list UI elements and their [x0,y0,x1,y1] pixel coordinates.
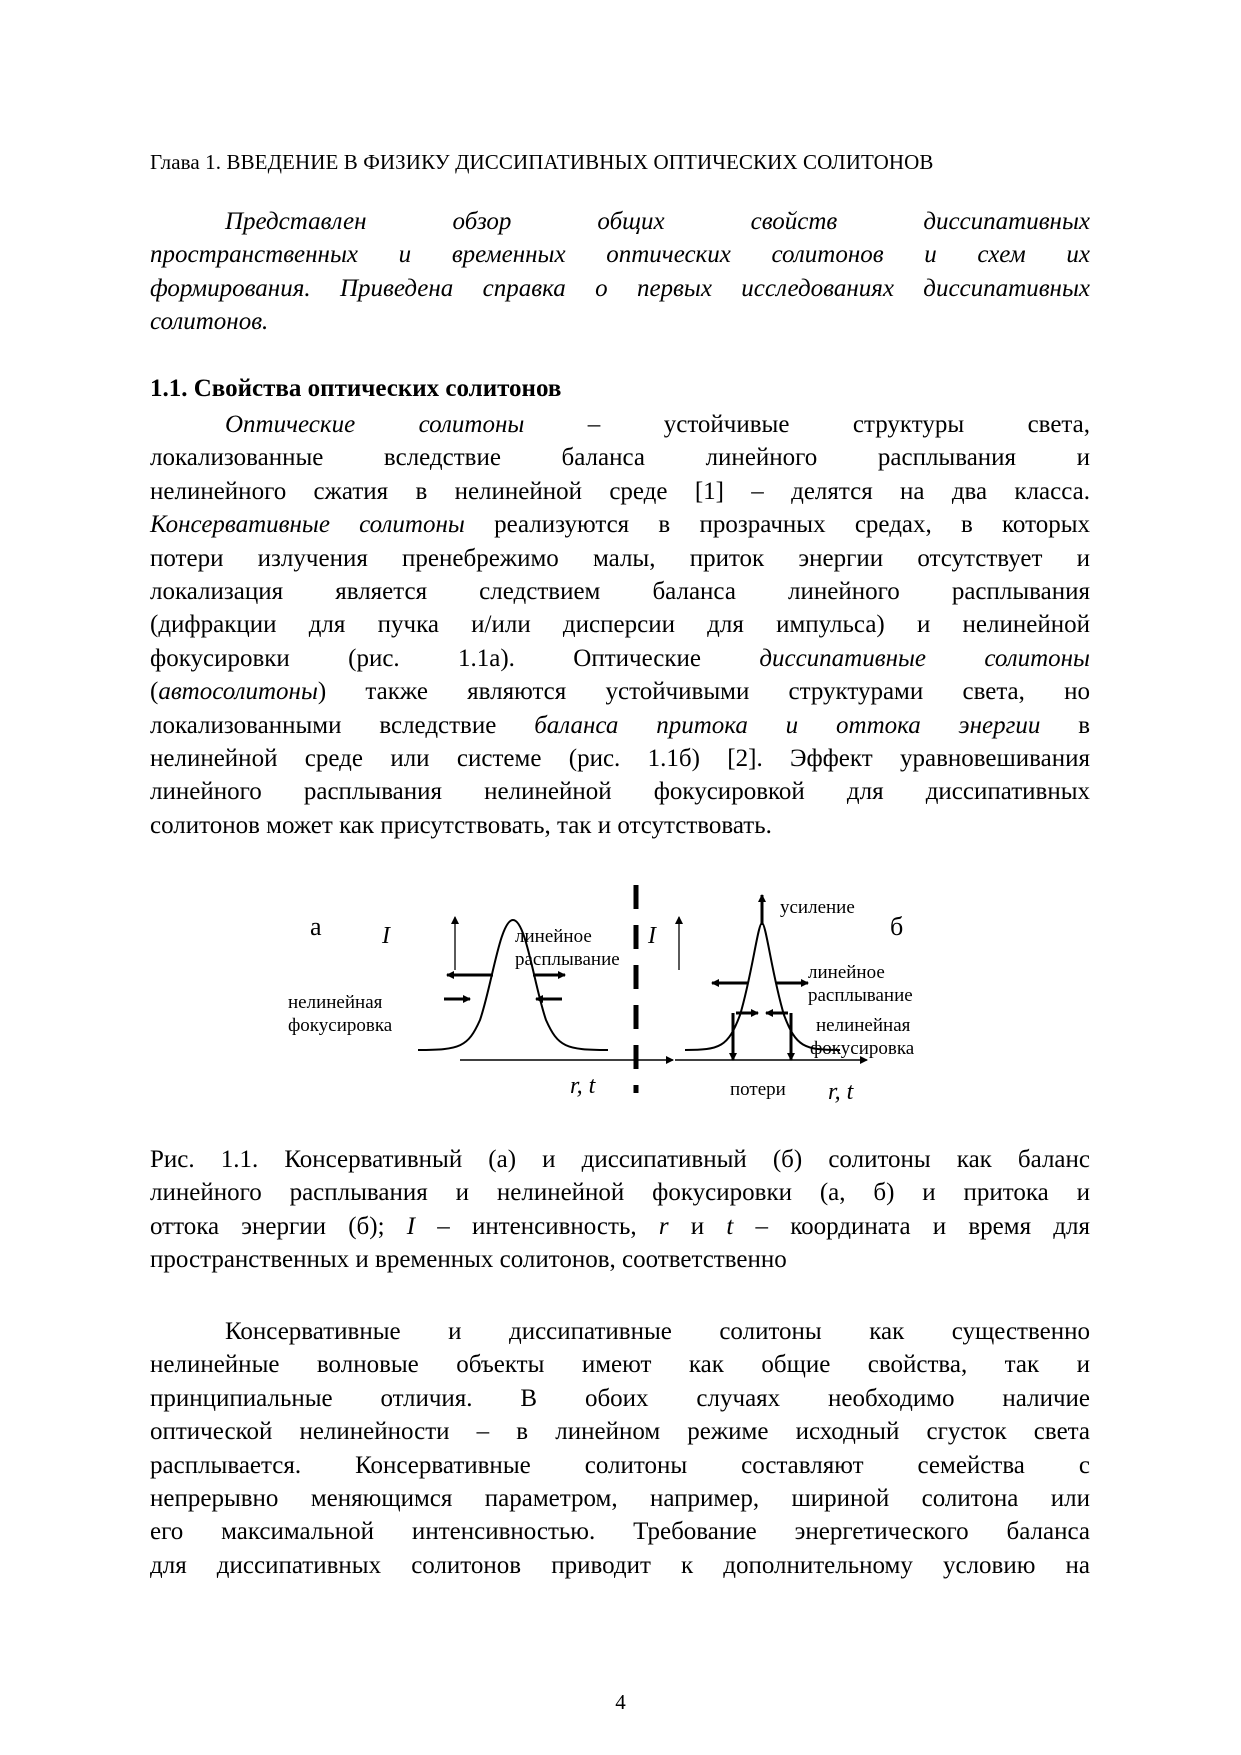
abstract-line: солитонов. [150,308,269,336]
focusing-label-b-1: нелинейная [816,1015,911,1036]
italic-term: Консервативные солитоны [150,511,465,539]
text-run: пространственных и временных солитонов, соответственно [150,1246,787,1274]
axis-x-label-b: r, t [828,1079,854,1105]
text-run: линейного расплывания нелинейной фокусировкой для диссипативных [150,778,1090,806]
abstract [150,205,1090,339]
text-run: оттока энергии (б); [150,1212,407,1240]
spreading-label-b-2: расплывание [808,985,913,1006]
paragraph-line: нелинейные волновые объекты имеют как общие свойства, так и [150,1351,1090,1379]
abstract-line: Представлен обзор общих свойств диссипативных [225,208,1090,235]
axis-y-label-b: I [648,923,656,949]
panel-letter-a: а [310,912,322,941]
paragraph-line: Консервативные и диссипативные солитоны как существенно [225,1318,1090,1345]
paragraph-line [150,742,1090,775]
losses-label: потери [730,1079,786,1100]
text-run: потери излучения пренебрежимо малы, приток энергии отсутствует и [150,544,1090,572]
paragraph-line: оптической нелинейности – в линейном режиме исходный сгусток света [150,1418,1090,1446]
caption-line [150,1143,1090,1176]
text-run: – координата и время для [733,1212,1090,1240]
text-run: солитонов может как присутствовать, так и отсутствовать. [150,811,772,839]
text-run: локализованные вследствие баланса линейного расплывания и [150,444,1090,472]
italic-symbol: t [726,1212,734,1240]
paragraph-line: его максимальной интенсивностью. Требование энергетического баланса [150,1518,1090,1546]
italic-term: Оптические солитоны [225,411,525,438]
text-run: линейного расплывания и нелинейной фокусировки (а, б) и притока и [150,1179,1090,1207]
caption-line [150,1210,1090,1243]
paragraph-line [150,642,1090,675]
paragraph-1 [150,408,1090,842]
text-run: локализация является следствием баланса линейного расплывания [150,577,1090,605]
figure-caption [150,1143,1090,1277]
text-run: – устойчивые структуры света, [524,411,1090,438]
abstract-line: пространственных и временных оптических солитонов и схем их [150,241,1090,269]
paragraph-line [150,575,1090,608]
caption-line [150,1243,1090,1276]
paragraph-line [150,441,1090,474]
paragraph-line: для диссипативных солитонов приводит к дополнительному условию на [150,1551,1090,1579]
focusing-label-a-1: нелинейная [288,992,383,1013]
page-number: 4 [615,1690,626,1714]
paragraph-line [150,608,1090,641]
chapter-title: Глава 1. ВВЕДЕНИЕ В ФИЗИКУ ДИССИПАТИВНЫХ ОПТИЧЕСКИХ СОЛИТОНОВ [150,150,934,174]
axis-x-label-a: r, t [570,1073,596,1099]
paragraph-line [150,508,1090,541]
text-run: Рис. 1.1. Консервативный (а) и диссипативный (б) солитоны как баланс [150,1146,1090,1173]
text-run: нелинейной среде или системе (рис. 1.1б) [2]. Эффект уравновешивания [150,744,1090,772]
paragraph-line [150,809,1090,842]
paragraph-line [150,675,1090,708]
paragraph-line [150,709,1090,742]
paragraph-2 [150,1315,1090,1582]
text-run: реализуются в прозрачных средах, в которых [464,511,1090,539]
paragraph-line [150,408,1090,441]
caption-line [150,1176,1090,1209]
panel-letter-b: б [890,912,904,941]
text-run: в [1040,711,1091,739]
text-run: фокусировки (рис. 1.1а). Оптические [150,644,760,672]
paragraph-line: принципиальные отличия. В обоих случаях необходимо наличие [150,1384,1090,1412]
soliton-diagram [288,875,1020,1115]
text-run: локализованными вследствие [150,711,535,739]
text-run: нелинейного сжатия в нелинейной среде [1] – делятся на два класса. [150,477,1090,505]
figure-1-1 [288,875,1020,1115]
italic-symbol: I [406,1212,416,1240]
text-run: (дифракции для пучка и/или дисперсии для импульса) и нелинейной [150,611,1090,639]
italic-term: автосолитоны [158,678,318,706]
gain-label: усиление [780,897,855,918]
text-run: ( [150,678,159,706]
spreading-label-b-1: линейное [808,962,885,983]
axis-y-label-a: I [382,923,390,949]
paragraph-line [150,542,1090,575]
section-heading: 1.1. Свойства оптических солитонов [150,375,562,402]
paragraph-line: непрерывно меняющимся параметром, например, шириной солитона или [150,1484,1090,1512]
paragraph-line [150,475,1090,508]
focusing-label-b-2: фокусировка [810,1038,915,1059]
text-run: и [668,1212,727,1240]
paragraph-line [150,775,1090,808]
italic-term: баланса притока и оттока энергии [534,711,1041,739]
spreading-label-a-1: линейное [515,926,592,947]
abstract-line: формирования. Приведена справка о первых исследованиях диссипативных [150,274,1090,302]
paragraph-line: расплывается. Консервативные солитоны составляют семейства с [150,1451,1090,1479]
text-run: ) также являются устойчивыми структурами света, но [317,678,1090,706]
spreading-label-a-2: расплывание [515,949,620,970]
italic-symbol: r [658,1212,669,1240]
italic-term: диссипативные солитоны [759,644,1090,672]
focusing-label-a-2: фокусировка [288,1015,393,1036]
text-run: – интенсивность, [415,1212,659,1240]
